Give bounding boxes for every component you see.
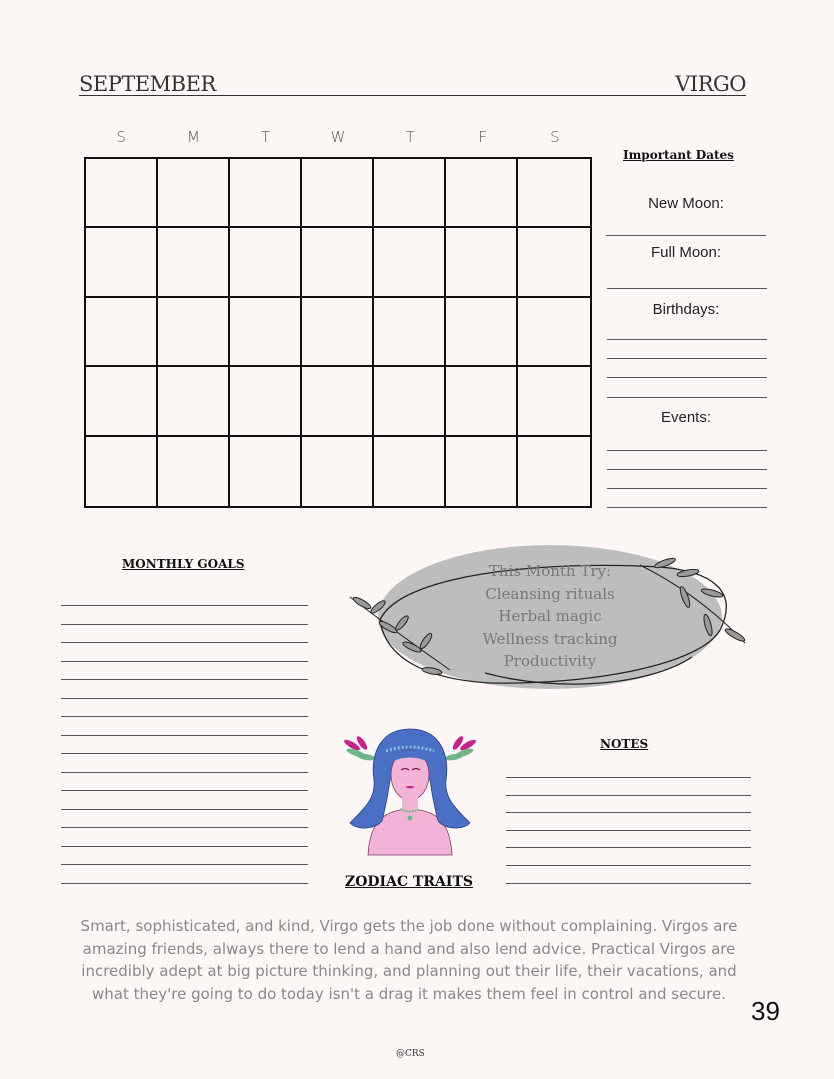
zodiac-traits-text: Smart, sophisticated, and kind, Virgo gets the job done without complaining. Virgos are amazing friends, always there to lend a hand and also lend advice. Practical Virgos are incredibly adept at big picture thinking, and planning out their life, their vacations, and what they're going to do today isn't a drag it makes them feel in control and secure. xyxy=(80,917,738,1004)
goal-line[interactable] xyxy=(61,772,308,773)
calendar-day-cell[interactable] xyxy=(86,159,158,228)
try-item: Cleansing rituals xyxy=(485,584,615,603)
calendar-day-cell[interactable] xyxy=(446,367,518,436)
left-sprig-icon xyxy=(343,735,376,762)
weekday-saturday: S xyxy=(550,128,560,146)
zodiac-sign-title: VIRGO xyxy=(675,72,746,96)
goal-line[interactable] xyxy=(61,864,308,865)
calendar-day-cell[interactable] xyxy=(302,367,374,436)
calendar-day-cell[interactable] xyxy=(374,367,446,436)
calendar-day-cell[interactable] xyxy=(374,159,446,228)
calendar-day-cell[interactable] xyxy=(230,298,302,367)
new-moon-line[interactable] xyxy=(606,235,766,236)
neck xyxy=(402,795,418,811)
calendar-day-cell[interactable] xyxy=(86,437,158,506)
weekday-monday: M xyxy=(186,128,200,146)
calendar-day-cell[interactable] xyxy=(374,437,446,506)
virgo-illustration xyxy=(340,725,480,857)
note-line[interactable] xyxy=(506,830,751,831)
calendar-day-cell[interactable] xyxy=(302,159,374,228)
try-item: Productivity xyxy=(503,652,597,670)
calendar-day-cell[interactable] xyxy=(230,228,302,297)
full-moon-line[interactable] xyxy=(607,288,767,289)
calendar-day-cell[interactable] xyxy=(158,298,230,367)
events-line[interactable] xyxy=(607,450,767,451)
goal-line[interactable] xyxy=(61,624,308,625)
calendar-day-cell[interactable] xyxy=(86,367,158,436)
try-heading: This Month Try: xyxy=(488,562,612,580)
goal-line[interactable] xyxy=(61,827,308,828)
note-line[interactable] xyxy=(506,812,751,813)
calendar-day-cell[interactable] xyxy=(302,228,374,297)
weekday-sunday: S xyxy=(116,128,126,146)
important-dates-heading: Important Dates xyxy=(623,148,734,162)
events-line[interactable] xyxy=(607,488,767,489)
monthly-goals-heading: MONTHLY GOALS xyxy=(122,557,245,571)
calendar-day-cell[interactable] xyxy=(518,437,590,506)
birthdays-line[interactable] xyxy=(607,397,767,398)
events-line[interactable] xyxy=(607,507,767,508)
zodiac-traits-heading: ZODIAC TRAITS xyxy=(345,874,473,890)
calendar-day-cell[interactable] xyxy=(86,298,158,367)
calendar-grid xyxy=(84,157,592,508)
try-item: Wellness tracking xyxy=(482,629,618,648)
goal-line[interactable] xyxy=(61,753,308,754)
calendar-day-cell[interactable] xyxy=(446,437,518,506)
calendar-day-cell[interactable] xyxy=(446,228,518,297)
calendar-day-cell[interactable] xyxy=(518,367,590,436)
goal-line[interactable] xyxy=(61,698,308,699)
calendar-day-cell[interactable] xyxy=(230,159,302,228)
page-number: 39 xyxy=(751,996,780,1026)
calendar-day-cell[interactable] xyxy=(374,298,446,367)
weekday-header-row xyxy=(85,128,591,148)
goal-line[interactable] xyxy=(61,679,308,680)
calendar-day-cell[interactable] xyxy=(158,228,230,297)
weekday-thursday: T xyxy=(405,128,415,146)
goal-line[interactable] xyxy=(61,790,308,791)
calendar-day-cell[interactable] xyxy=(158,437,230,506)
calendar-day-cell[interactable] xyxy=(374,228,446,297)
note-line[interactable] xyxy=(506,847,751,848)
note-line[interactable] xyxy=(506,865,751,866)
weekday-wednesday: W xyxy=(330,128,346,146)
goal-line[interactable] xyxy=(61,716,308,717)
credit-text: @CRS xyxy=(396,1049,425,1059)
goal-line[interactable] xyxy=(61,883,308,884)
full-moon-label: Full Moon: xyxy=(650,244,722,261)
weekday-tuesday: T xyxy=(261,128,271,146)
try-list xyxy=(455,560,645,673)
calendar-day-cell[interactable] xyxy=(302,437,374,506)
try-item: Herbal magic xyxy=(498,607,602,625)
calendar-day-cell[interactable] xyxy=(230,367,302,436)
calendar-day-cell[interactable] xyxy=(446,298,518,367)
right-sprig-icon xyxy=(445,735,478,762)
birthdays-line[interactable] xyxy=(607,377,767,378)
calendar-day-cell[interactable] xyxy=(518,298,590,367)
goal-line[interactable] xyxy=(61,605,308,606)
calendar-day-cell[interactable] xyxy=(518,159,590,228)
note-line[interactable] xyxy=(506,795,751,796)
new-moon-label: New Moon: xyxy=(648,195,724,212)
events-line[interactable] xyxy=(607,469,767,470)
month-title: SEPTEMBER xyxy=(79,72,216,96)
weekday-friday: F xyxy=(478,128,487,146)
goal-line[interactable] xyxy=(61,661,308,662)
goal-line[interactable] xyxy=(61,735,308,736)
calendar-day-cell[interactable] xyxy=(446,159,518,228)
calendar-day-cell[interactable] xyxy=(302,298,374,367)
header-divider xyxy=(79,95,746,96)
events-label: Events: xyxy=(660,409,712,426)
notes-heading: NOTES xyxy=(600,737,649,751)
calendar-day-cell[interactable] xyxy=(158,367,230,436)
birthdays-line[interactable] xyxy=(607,358,767,359)
calendar-day-cell[interactable] xyxy=(86,228,158,297)
goal-line[interactable] xyxy=(61,846,308,847)
goal-line[interactable] xyxy=(61,809,308,810)
note-line[interactable] xyxy=(506,777,751,778)
calendar-day-cell[interactable] xyxy=(158,159,230,228)
birthdays-label: Birthdays: xyxy=(652,301,720,318)
calendar-day-cell[interactable] xyxy=(518,228,590,297)
calendar-day-cell[interactable] xyxy=(230,437,302,506)
goal-line[interactable] xyxy=(61,642,308,643)
note-line[interactable] xyxy=(506,883,751,884)
necklace-pendant xyxy=(408,816,413,821)
birthdays-line[interactable] xyxy=(607,339,767,340)
